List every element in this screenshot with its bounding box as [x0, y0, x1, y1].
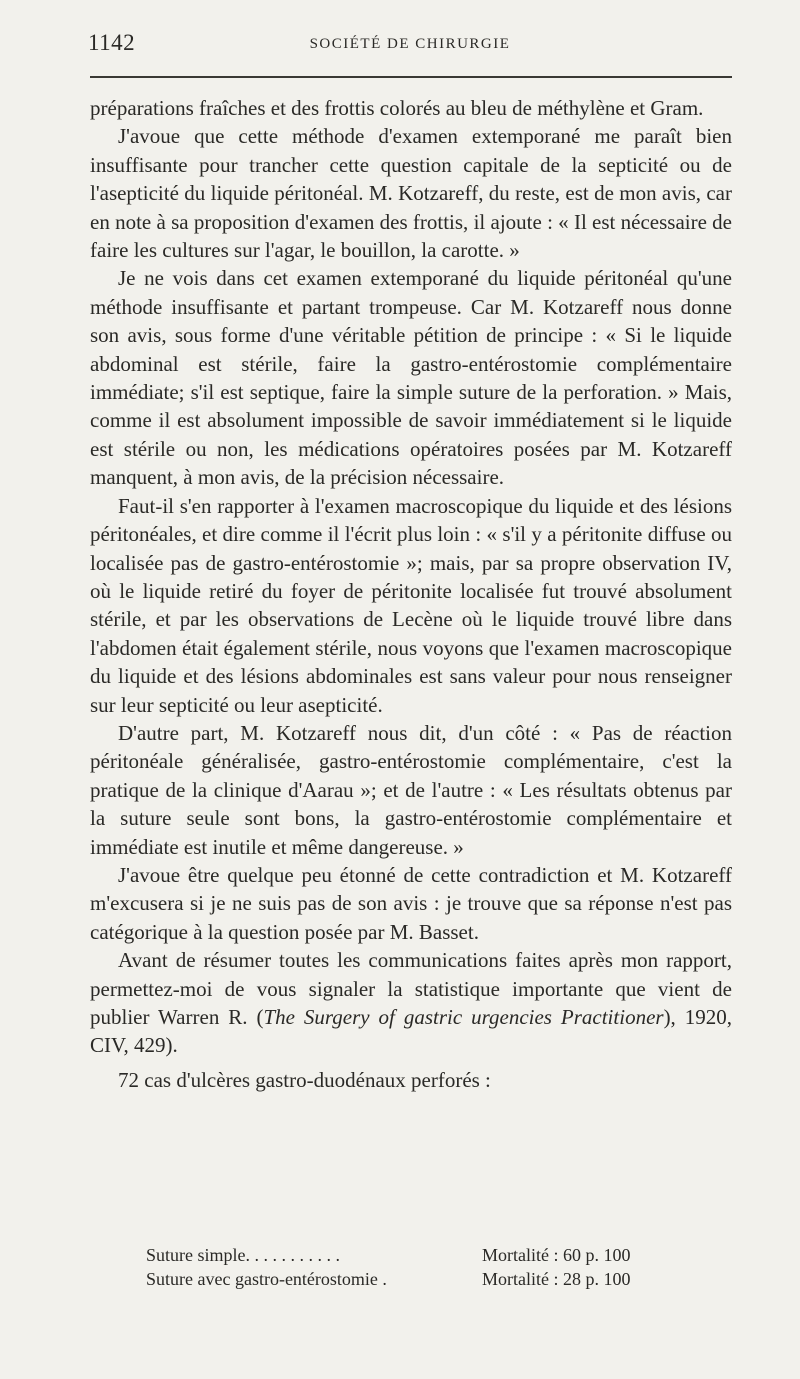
stat-row: [146, 1267, 706, 1291]
stat-value: Mortalité : 60 p. 100: [482, 1245, 631, 1265]
header-rule: [90, 76, 732, 78]
stat-value: Mortalité : 28 p. 100: [482, 1269, 631, 1289]
paragraph-2: J'avoue que cette méthode d'examen extemporané me paraît bien insuffisante pour trancher cette question capitale de la septicité ou de l'asepticité du liquide péritonéal. M. Kotzareff, du reste, est de mon avis, car en note à sa proposition d'examen des frottis, il ajoute : « Il est nécessaire de faire les cultures sur l'agar, le bouillon, la carotte. »: [90, 124, 732, 263]
stat-label: Suture simple. . . . . . . . . . .: [146, 1245, 340, 1265]
paragraph-7-text: Avant de résumer toutes les communications faites après mon rapport, permettez-moi de vous signaler la statistique importante que vient de publier Warren R. (: [90, 948, 732, 1029]
page-number: 1142: [88, 30, 136, 55]
paragraph-5: D'autre part, M. Kotzareff nous dit, d'un côté : « Pas de réaction péritonéale généralisée, gastro-entérostomie complémentaire, c'est la pratique de la clinique d'Aarau »; et de l'autre : « Les résultats obtenus par la suture seule sont bons, la gastro-entérostomie complémentaire et immédiate est inutile et même dangereuse. »: [90, 720, 732, 859]
paragraph-6: J'avoue être quelque peu étonné de cette contradiction et M. Kotzareff m'excusera si je ne suis pas de son avis : je trouve que sa réponse n'est pas catégorique à la question posée par M. Basset.: [90, 862, 732, 944]
stat-label: Suture avec gastro-entérostomie .: [146, 1269, 387, 1289]
paragraph-4: Faut-il s'en rapporter à l'examen macroscopique du liquide et des lésions péritonéales, et dire comme il l'écrit plus loin : « s'il y a péritonite diffuse ou localisée pas de gastro-entérostomie »; mais, par sa propre observation IV, où le liquide retiré du foyer de péritonite localisée fut trouvé absolument stérile, et par les observations de Lecène où le liquide trouvé libre dans l'abdomen était également stérile, nous voyons que l'examen macroscopique du liquide et des lésions abdominales est sans valeur pour nous renseigner sur leur septicité ou leur asepticité.: [90, 493, 732, 717]
paragraph-8: 72 cas d'ulcères gastro-duodénaux perforés :: [118, 1067, 491, 1092]
page-header: [88, 30, 732, 64]
citation-title: The Surgery of gastric urgencies Practitioner: [263, 1005, 664, 1029]
statistics-table: [146, 1243, 706, 1291]
paragraph-3: Je ne vois dans cet examen extemporané du liquide péritonéal qu'une méthode insuffisante et partant trompeuse. Car M. Kotzareff nous donne son avis, sous forme d'une véritable pétition de principe : « Si le liquide abdominal est stérile, faire la gastro-entérostomie complémentaire immédiate; s'il est septique, faire la simple suture de la perforation. » Mais, comme il est absolument impossible de savoir immédiatement si le liquide est stérile ou non, les médications opératoires posées par M. Kotzareff manquent, à mon avis, de la précision nécessaire.: [90, 266, 732, 490]
stat-row: [146, 1243, 706, 1267]
paragraph-1: préparations fraîches et des frottis colorés au bleu de méthylène et Gram.: [90, 96, 704, 120]
paragraph-7-citation: ), 1920, CIV, 429).: [90, 1005, 732, 1058]
paragraph-7: [90, 946, 732, 1060]
body-text: [90, 94, 732, 1094]
running-head: SOCIÉTÉ DE CHIRURGIE: [309, 36, 511, 52]
